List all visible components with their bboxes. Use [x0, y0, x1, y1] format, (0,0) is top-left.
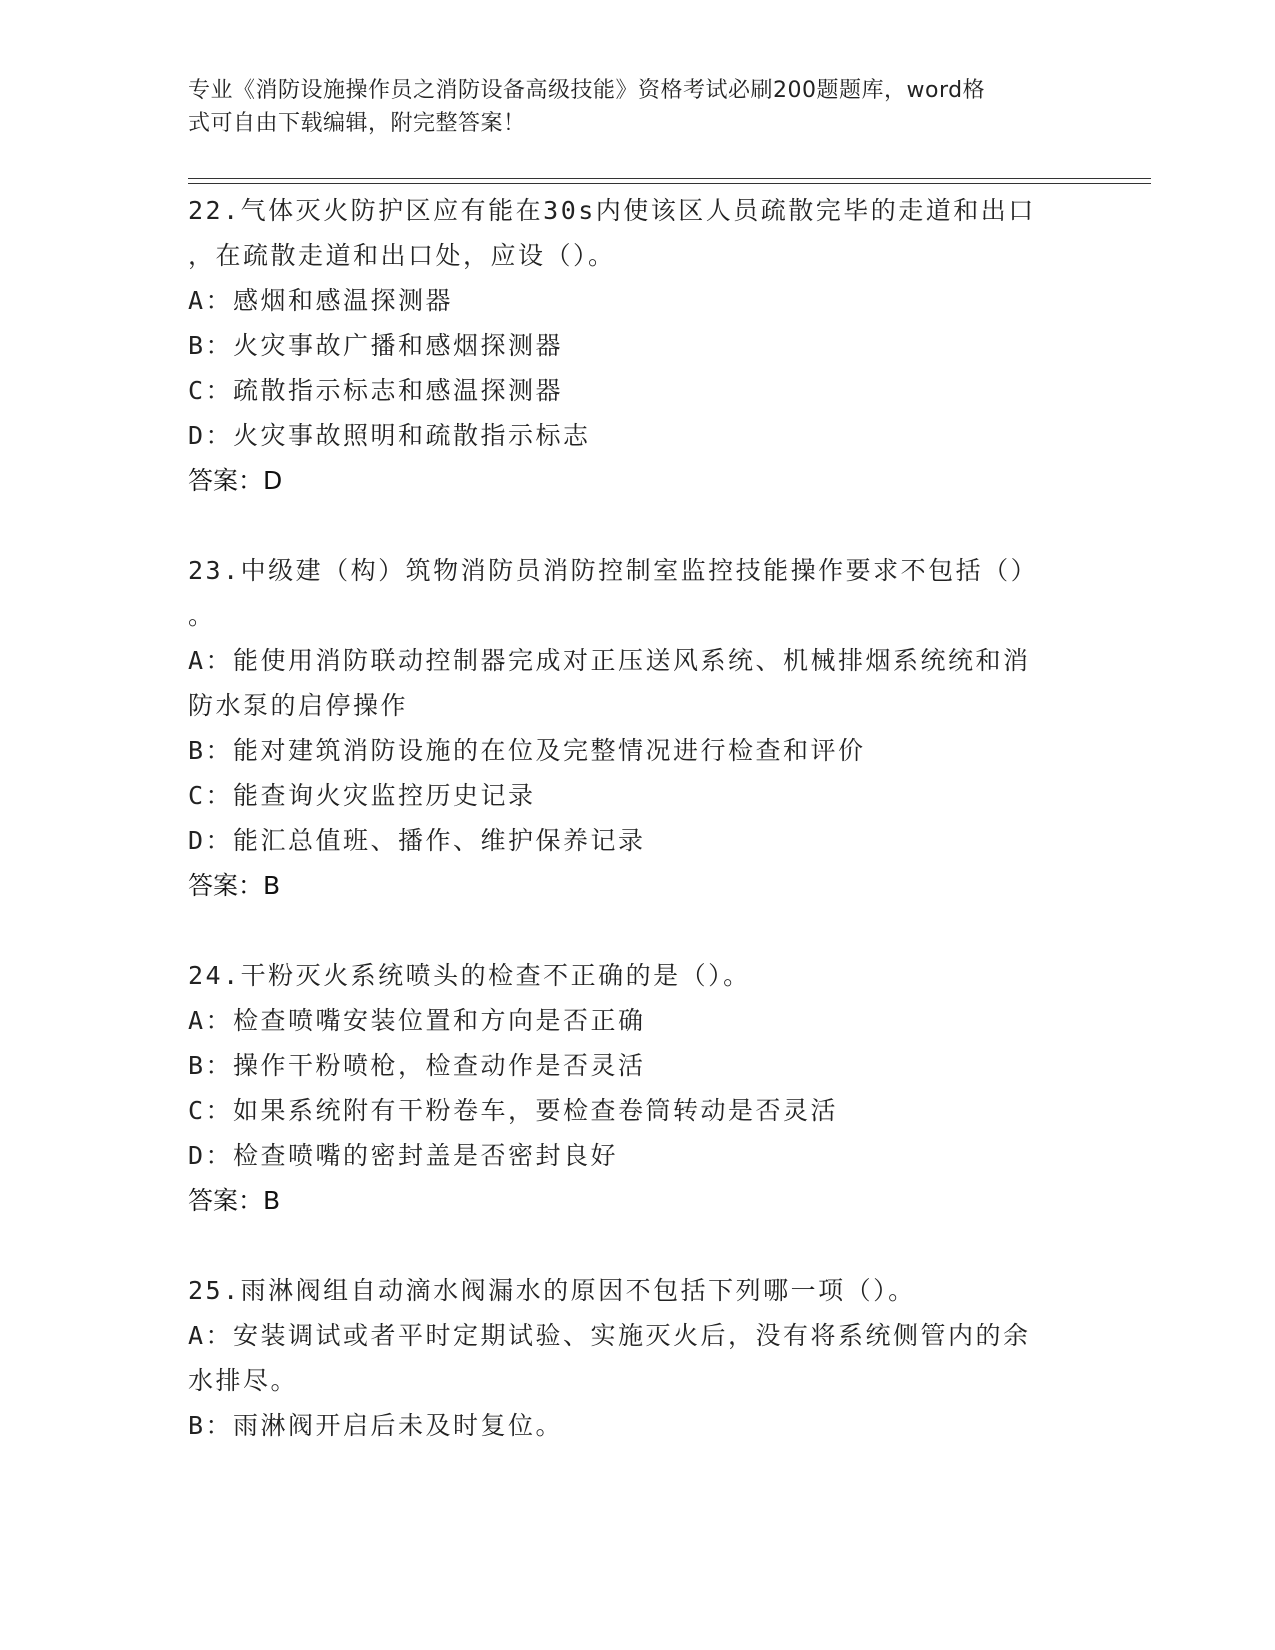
question-24-answer: 答案：B: [188, 1186, 281, 1215]
question-24-option-c: C：如果系统附有干粉卷车，要检查卷筒转动是否灵活: [188, 1096, 839, 1125]
question-23-option-c: C：能查询火灾监控历史记录: [188, 781, 536, 810]
question-23-stem-line-2: 。: [188, 601, 216, 630]
header-line-2: 式可自由下载编辑，附完整答案！: [188, 111, 526, 136]
question-23-answer: 答案：B: [188, 871, 281, 900]
question-22-stem-line-1: 22.气体灭火防护区应有能在30s内使该区人员疏散完毕的走道和出口: [188, 196, 1036, 225]
question-22-option-d: D：火灾事故照明和疏散指示标志: [188, 421, 591, 450]
question-spacer: [188, 1223, 1088, 1268]
question-24: [188, 953, 1088, 1223]
document-header: [188, 74, 1068, 140]
question-25-stem: 25.雨淋阀组自动滴水阀漏水的原因不包括下列哪一项（）。: [188, 1276, 916, 1305]
question-23-option-a-line-1: A：能使用消防联动控制器完成对正压送风系统、机械排烟系统统和消: [188, 646, 1031, 675]
header-rule-top: [188, 178, 1151, 179]
header-line-1: 专业《消防设施操作员之消防设备高级技能》资格考试必刷200题题库，word格: [188, 78, 986, 103]
question-23-stem-line-1: 23.中级建（构）筑物消防员消防控制室监控技能操作要求不包括（）: [188, 556, 1039, 585]
question-23-option-d: D：能汇总值班、播作、维护保养记录: [188, 826, 646, 855]
question-25-option-a-line-2: 水排尽。: [188, 1366, 299, 1395]
question-24-option-b: B：操作干粉喷枪，检查动作是否灵活: [188, 1051, 646, 1080]
question-22: [188, 188, 1088, 503]
question-25-option-a-line-1: A：安装调试或者平时定期试验、实施灭火后，没有将系统侧管内的余: [188, 1321, 1031, 1350]
question-spacer: [188, 503, 1088, 548]
question-22-option-a: A：感烟和感温探测器: [188, 286, 454, 315]
question-22-option-b: B：火灾事故广播和感烟探测器: [188, 331, 564, 360]
question-22-answer: 答案：D: [188, 466, 283, 495]
question-spacer: [188, 908, 1088, 953]
question-24-stem: 24.干粉灭火系统喷头的检查不正确的是（）。: [188, 961, 751, 990]
question-25: [188, 1268, 1088, 1448]
question-22-stem-line-2: ，在疏散走道和出口处，应设（）。: [188, 241, 616, 270]
question-list: [188, 188, 1088, 1448]
question-23-option-a-line-2: 防水泵的启停操作: [188, 691, 409, 720]
question-24-option-a: A：检查喷嘴安装位置和方向是否正确: [188, 1006, 646, 1035]
question-24-option-d: D：检查喷嘴的密封盖是否密封良好: [188, 1141, 619, 1170]
question-25-option-b: B：雨淋阀开启后未及时复位。: [188, 1411, 564, 1440]
question-22-option-c: C：疏散指示标志和感温探测器: [188, 376, 564, 405]
question-23: [188, 548, 1088, 908]
header-rule-bottom: [188, 183, 1151, 184]
question-23-option-b: B：能对建筑消防设施的在位及完整情况进行检查和评价: [188, 736, 866, 765]
